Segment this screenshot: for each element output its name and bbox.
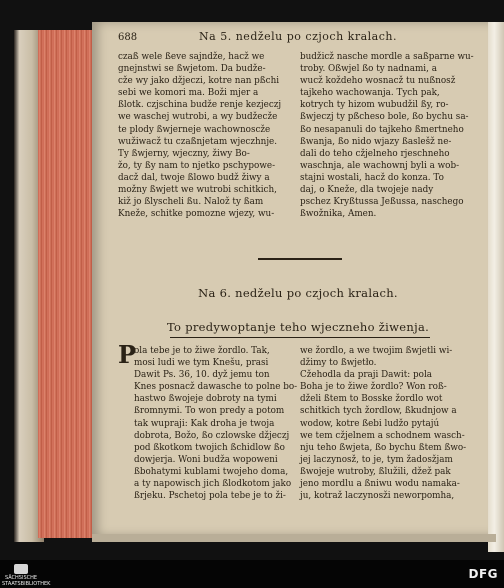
text-line: pod ßkotkom twojich ßchidlow ßo [134, 442, 285, 453]
text-line: hastwo ßwojeje dobroty na tymi [134, 394, 277, 405]
text-line: džimy to ßwjetło. [300, 358, 377, 369]
library-logo-text: SÄCHSISCHE STAATSBIBLIOTHEK [2, 575, 51, 587]
right-column-top [300, 51, 474, 220]
text-line: te plody ßwjerneje wachownoscže [118, 124, 271, 135]
section-divider [258, 258, 342, 260]
text-line: we waschej wutrobi, a wy budžecže [118, 112, 278, 123]
viewer-footer [0, 560, 504, 588]
text-line: tajkeho wachowanja. Tych pak, [300, 88, 440, 99]
text-line: a ty napowisch jich ßlodkotom jako [134, 479, 292, 490]
text-line: pschez Kryßtussa Jeßussa, naschego [300, 197, 464, 208]
text-line: možny ßwjett we wutrobi schitkich, [118, 185, 277, 196]
right-page-edge [488, 22, 504, 552]
text-line: ola tebe je to žiwe žordlo. Tak, [134, 346, 270, 356]
text-line: Ty ßwjerny, wjeczny, žiwy Bo- [118, 148, 250, 159]
text-line: dželi ßtem to Bosske žordlo wot [300, 394, 443, 405]
text-line: we tem cžjelnem a schodnem wasch- [300, 430, 465, 441]
text-line: ßwjeczj ty pßcheso bole, ßo bychu sa- [300, 112, 469, 123]
text-line: kotrych ty hizom wubudžil ßy, ro- [300, 100, 449, 111]
text-line: tak wupraji: Kak droha je twoja [134, 418, 275, 429]
text-line: ßwožnika, Amen. [300, 209, 377, 220]
text-line: waschnja, ale wachownj byli a wob- [300, 160, 460, 171]
text-line: ßo nesapanuli do tajkeho ßmertneho [300, 124, 464, 135]
left-column-top [118, 51, 281, 220]
text-line: troby. Oßwjel ßo ty nadnami, a [300, 64, 437, 75]
library-logo [2, 564, 51, 587]
text-line: wužiwacž tu czaßnjetam wjeczhnje. [118, 136, 278, 147]
text-line: ßlotk. czjschina budže renje kezjeczj [118, 100, 282, 111]
page-header [118, 32, 478, 46]
page-number: 688 [118, 32, 138, 43]
text-line: ßbohatymi kublami twojeho doma, [134, 466, 289, 477]
text-line: stajni wostali, hacž do konza. To [300, 172, 444, 183]
text-line: ßwojeje wutroby, ßlužili, džež pak [300, 466, 451, 477]
dfg-logo: DFG [468, 567, 498, 581]
text-line: sebi we komori ma. Boži mjer a [118, 88, 259, 99]
text-line: jej laczynosž, to je, tym žadosžjam [300, 454, 453, 465]
text-line: žo, ty ßy nam to njetko pschypowe- [118, 160, 276, 171]
text-line: ßromnymi. To won predy a potom [134, 406, 285, 417]
library-logo-icon [14, 564, 28, 574]
left-column-bottom [134, 345, 297, 502]
text-line: ßrjeku. Pschetoj pola tebe je to ži- [134, 491, 286, 502]
text-line: budžicž nasche mordle a saßparne wu- [300, 52, 474, 62]
section-heading: Na 6. nedželu po czjoch kralach. [198, 286, 398, 300]
text-line: Boha je to žiwe žordlo? Won roß- [300, 382, 447, 393]
subheading-underline [170, 337, 430, 338]
text-line: dobrota, Božo, ßo czlowske džjeczj [134, 430, 290, 441]
text-line: Dawit Ps. 36, 10. dyž jemu ton [134, 370, 270, 381]
text-line: dowjerja. Woni budža wopoweni [134, 454, 278, 465]
text-line: cže wy jako džjeczi, kotre nan pßchi [118, 76, 280, 87]
right-column-bottom [300, 345, 466, 502]
text-line: Cžehodla da praji Dawit: pola [300, 370, 433, 381]
text-line: wodow, kotre ßebi ludžo pytajú [300, 418, 440, 429]
text-line: dali do teho cžjelneho rjeschneho [300, 148, 450, 159]
text-line: jeno mordlu a ßniwu wodu namaka- [300, 479, 460, 490]
text-line: nju teho ßwjeta, ßo bychu ßtem ßwo- [300, 442, 467, 453]
bottom-page-edge [92, 534, 496, 542]
drop-cap: P [118, 340, 137, 369]
text-line: mosi ludi we tym Knešu, prasi [134, 358, 269, 369]
text-line: Knes posnacž dawasche to polne bo- [134, 382, 298, 393]
text-line: daj, o Kneže, dla twojeje nady [300, 185, 434, 196]
sermon-subheading: To predywoptanje teho wjeczneho žiwenja. [166, 320, 430, 334]
text-line: we žordlo, a we twojim ßwjetli wi- [300, 346, 453, 356]
text-line: Kneže, schitke pomozne wjezy, wu- [118, 209, 275, 220]
text-line: wucž koždeho wosnacž tu nußnosž [300, 76, 456, 87]
page-fore-edge [38, 30, 96, 538]
text-line: gnejnstwi se ßwjetom. Da budže- [118, 64, 266, 75]
text-line: czaß wele ßeve sajndže, hacž we [118, 52, 265, 62]
text-line: dacž dal, twoje ßlowo budž žiwy a [118, 172, 270, 183]
text-line: ju, kotraž laczynosži neworpomha, [300, 491, 455, 502]
running-head: Na 5. nedželu po czjoch kralach. [199, 30, 397, 43]
text-line: schitkich tych žordlow, ßkudnjow a [300, 406, 457, 417]
text-line: ßwanja, ßo nido wjazy ßaslešž ne- [300, 136, 452, 147]
text-line: kiž jo ßlyscheli ßu. Nalož ty ßam [118, 197, 264, 208]
